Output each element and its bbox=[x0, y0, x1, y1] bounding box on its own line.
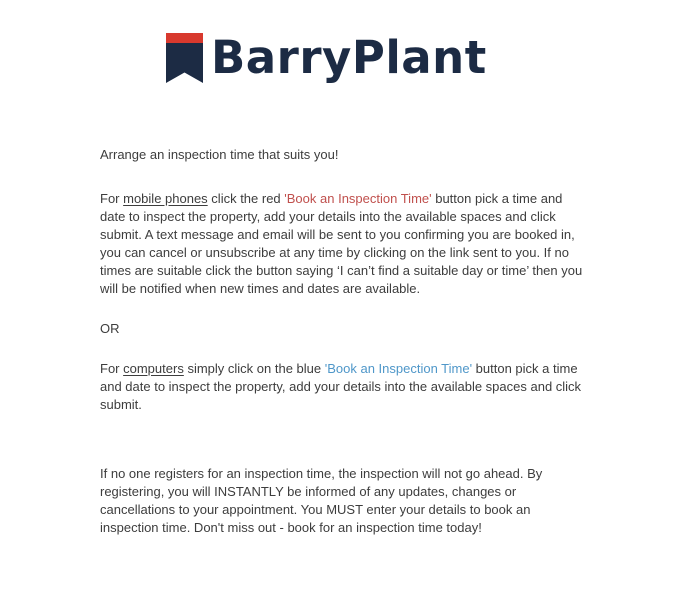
bookmark-icon bbox=[166, 33, 203, 83]
computer-instructions-paragraph bbox=[100, 360, 584, 414]
document-body bbox=[100, 146, 584, 537]
mobile-phones-underlined-term: mobile phones bbox=[123, 191, 208, 206]
brand-name: BarryPlant bbox=[211, 31, 487, 84]
mobile-paragraph-prefix: For bbox=[100, 191, 124, 206]
barry-plant-logo bbox=[166, 33, 487, 83]
computer-paragraph-prefix: For bbox=[100, 361, 124, 376]
mobile-instructions-paragraph bbox=[100, 190, 584, 298]
blue-book-inspection-button-text: 'Book an Inspection Time' bbox=[324, 361, 473, 376]
registration-notice-paragraph: If no one registers for an inspection time, the inspection will not go ahead. By registering, you will INSTANTLY be informed of any updates, changes or cancellations to your appointment. You MUST enter your details to book an inspection time. Don't miss out - book for an inspection time today! bbox=[100, 466, 543, 535]
computer-paragraph-suffix: button pick a time and date to inspect the property, add your details into the available spaces and click submit. bbox=[100, 361, 582, 412]
mobile-paragraph-middle: click the red bbox=[207, 191, 285, 206]
or-separator: OR bbox=[100, 321, 120, 336]
intro-text: Arrange an inspection time that suits you! bbox=[100, 147, 339, 162]
computer-paragraph-middle: simply click on the blue bbox=[183, 361, 325, 376]
mobile-paragraph-suffix: button pick a time and date to inspect the property, add your details into the available spaces and click submit. A text message and email will be sent to you confirming you are booked in, you can cancel or unsubscribe at any time by clicking on the link sent to you. If no times are suitable click the button saying ‘I can’t find a suitable day or time’ then you will be notified when new times and dates are available. bbox=[100, 191, 583, 296]
red-book-inspection-button-text: 'Book an Inspection Time' bbox=[284, 191, 432, 206]
computers-underlined-term: computers bbox=[123, 361, 184, 376]
